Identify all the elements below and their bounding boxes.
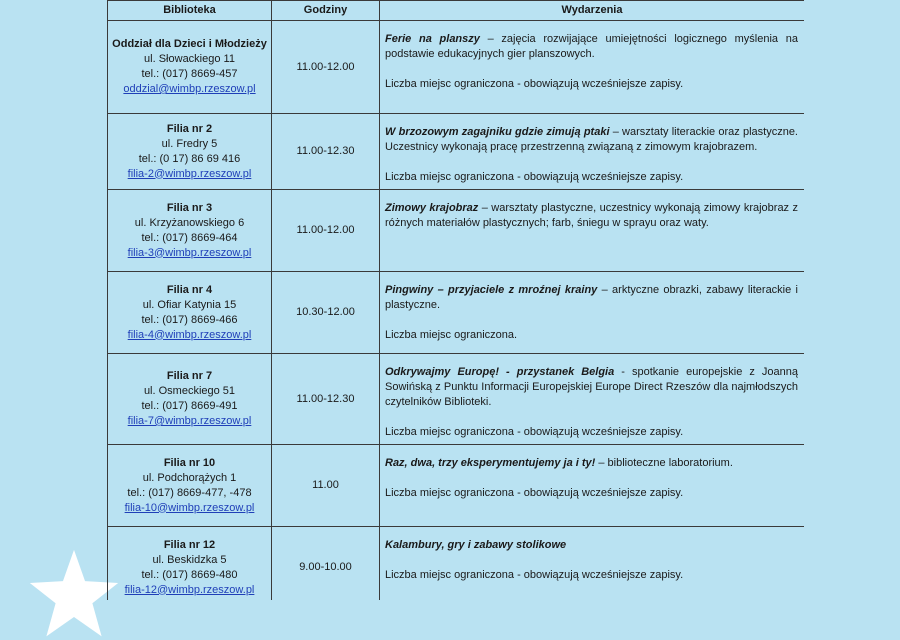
library-name: Oddział dla Dzieci i Młodzieży	[112, 38, 267, 50]
table-row	[108, 354, 805, 445]
library-email-link[interactable]: filia-7@wimbp.rzeszow.pl	[127, 415, 252, 427]
event-title: Zimowy krajobraz	[385, 202, 479, 214]
library-email-link[interactable]: filia-4@wimbp.rzeszow.pl	[127, 328, 252, 341]
library-phone: tel.: (0 17) 86 69 416	[138, 152, 241, 165]
library-cell	[108, 190, 272, 272]
event-note: Liczba miejsc ograniczona - obowiązują wcześniejsze zapisy.	[385, 487, 684, 499]
event-description: – arktyczne obrazki, zabawy literackie i plastyczne.	[385, 284, 799, 311]
library-email-link[interactable]: filia-12@wimbp.rzeszow.pl	[124, 583, 255, 596]
header-events: Wydarzenia	[380, 1, 805, 21]
library-address: ul. Słowackiego 11	[144, 53, 235, 65]
event-description: – warsztaty literackie oraz plastyczne. Uczestnicy wykonają pracę przestrzenną związaną z zimowym krajobrazem.	[385, 126, 798, 153]
event-description: – zajęcia rozwijające umiejętności logicznego myślenia na podstawie edukacyjnych gier planszowych.	[385, 33, 798, 60]
library-address: ul. Fredry 5	[161, 137, 218, 150]
library-address: ul. Ofiar Katynia 15	[142, 298, 237, 311]
library-name: Filia nr 7	[166, 370, 213, 382]
library-cell	[108, 21, 272, 114]
library-name: Filia nr 12	[163, 538, 216, 551]
event-title: Raz, dwa, trzy eksperymentujemy ja i ty!	[385, 457, 596, 469]
event-title: Pingwiny – przyjaciele z mroźnej krainy	[385, 284, 598, 296]
library-cell	[108, 114, 272, 190]
library-address: ul. Krzyżanowskiego 6	[134, 216, 245, 229]
table-header-row	[108, 1, 805, 21]
hours-cell: 11.00-12.30	[272, 114, 380, 190]
event-cell	[380, 354, 805, 445]
hours-cell: 9.00-10.00	[272, 527, 380, 601]
library-email-link[interactable]: filia-3@wimbp.rzeszow.pl	[127, 246, 252, 259]
event-description: – warsztaty plastyczne, uczestnicy wykonają zimowy krajobraz z różnych materiałów plastycznych; farb, śniegu w sprayu oraz waty.	[385, 202, 798, 229]
event-note: Liczba miejsc ograniczona - obowiązują wcześniejsze zapisy.	[385, 569, 684, 581]
schedule-table	[107, 0, 804, 600]
library-phone: tel.: (017) 8669-464	[141, 231, 238, 244]
library-name: Filia nr 2	[166, 122, 213, 135]
table-row	[108, 272, 805, 354]
event-title: Odkrywajmy Europę! - przystanek Belgia	[385, 366, 615, 378]
library-email-link[interactable]: filia-2@wimbp.rzeszow.pl	[127, 167, 252, 180]
library-name: Filia nr 3	[166, 201, 213, 214]
library-cell	[108, 445, 272, 527]
library-email-link[interactable]: oddzial@wimbp.rzeszow.pl	[123, 83, 256, 95]
hours-cell: 10.30-12.00	[272, 272, 380, 354]
library-phone: tel.: (017) 8669-466	[141, 313, 238, 326]
event-title: Kalambury, gry i zabawy stolikowe	[385, 539, 567, 551]
event-description: - spotkanie europejskie z Joanną Sowińską z Punktu Informacji Europejskiej Europe Direct Rzeszów dla najmłodszych czytelników Biblioteki.	[385, 366, 798, 408]
schedule-document	[107, 0, 804, 600]
event-description: – biblioteczne laboratorium.	[595, 457, 733, 469]
event-cell	[380, 114, 805, 190]
event-note: Liczba miejsc ograniczona - obowiązują wcześniejsze zapisy.	[385, 78, 684, 90]
table-row	[108, 190, 805, 272]
library-address: ul. Beskidzka 5	[152, 553, 227, 566]
event-title: W brzozowym zagajniku gdzie zimują ptaki	[385, 126, 610, 138]
header-hours: Godziny	[272, 1, 380, 21]
library-phone: tel.: (017) 8669-457	[141, 68, 238, 80]
library-phone: tel.: (017) 8669-480	[141, 568, 238, 581]
event-note: Liczba miejsc ograniczona - obowiązują wcześniejsze zapisy.	[385, 171, 684, 183]
hours-cell: 11.00-12.00	[272, 190, 380, 272]
table-row	[108, 445, 805, 527]
event-note: Liczba miejsc ograniczona - obowiązują wcześniejsze zapisy.	[385, 426, 684, 438]
library-name: Filia nr 4	[166, 283, 213, 296]
library-cell	[108, 272, 272, 354]
library-cell	[108, 354, 272, 445]
event-cell	[380, 527, 805, 601]
hours-cell: 11.00-12.30	[272, 354, 380, 445]
table-row	[108, 21, 805, 114]
table-row	[108, 114, 805, 190]
event-cell	[380, 272, 805, 354]
library-address: ul. Podchorążych 1	[142, 471, 237, 484]
event-cell	[380, 445, 805, 527]
event-cell	[380, 190, 805, 272]
hours-cell: 11.00-12.00	[272, 21, 380, 114]
library-email-link[interactable]: filia-10@wimbp.rzeszow.pl	[124, 501, 255, 514]
library-phone: tel.: (017) 8669-477, -478	[127, 486, 252, 499]
table-row	[108, 527, 805, 601]
event-cell	[380, 21, 805, 114]
library-address: ul. Osmeckiego 51	[143, 385, 236, 397]
library-phone: tel.: (017) 8669-491	[141, 400, 238, 412]
hours-cell: 11.00	[272, 445, 380, 527]
event-title: Ferie na planszy	[385, 33, 480, 45]
library-cell	[108, 527, 272, 601]
event-note: Liczba miejsc ograniczona.	[385, 329, 518, 341]
header-library: Biblioteka	[108, 1, 272, 21]
library-name: Filia nr 10	[163, 456, 216, 469]
